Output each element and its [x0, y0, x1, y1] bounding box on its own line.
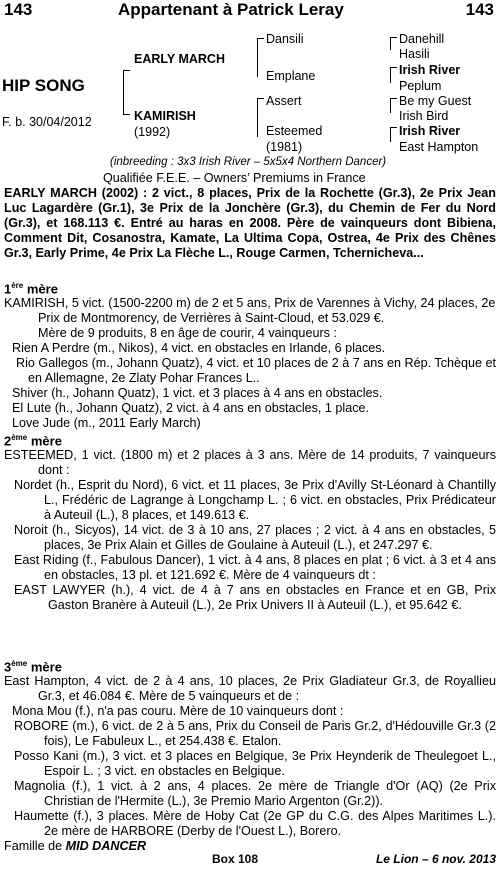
horse-info: F. b. 30/04/2012 [2, 115, 92, 129]
qualification-note: Qualifiée F.E.E. – Owners’ Premiums in France [103, 171, 366, 185]
pedigree-gen3-8: East Hampton [399, 140, 479, 154]
pedigree-sire: EARLY MARCH [134, 52, 225, 66]
first-dam-heading: 1ère mère [4, 281, 58, 297]
inbreeding-note: (inbreeding : 3x3 Irish River – 5x5x4 Northern Dancer) [110, 156, 387, 168]
produce-haumette: Haumette (f.), 3 places. Mère de Hoby Cat (2e GP du C.G. des Alpes Maritimes L.). 2e mère de HARBORE (Derby de l'Ouest L.), Borero. [14, 809, 496, 839]
produce-noroit: Noroit (h., Sicyos), 14 vict. de 3 à 10 ans, 27 places ; 2 vict. à 4 ans en obstacles, 5 places, 3e Prix Alain et Gilles de Goulaine à Auteuil (L.), et 247.297 €. [14, 523, 496, 553]
pedigree-gen3-7: Irish River [399, 124, 461, 138]
pedigree-gen2-4: Esteemed [266, 124, 323, 138]
produce-nordet: Nordet (h., Esprit du Nord), 6 vict. et 11 places, 3e Prix d'Avilly St-Léonard à Chantilly L., Frédéric de Lagrange à Longchamp L. ; 6 vict. en obstacles, Prix Prédicateur à Auteuil (L.), 8 places, et 149.613 €. [14, 478, 496, 523]
pedigree-gen2-1: Dansili [266, 32, 304, 46]
pedigree-gen2-2: Emplane [266, 69, 316, 83]
esteemed-record: ESTEEMED, 1 vict. (1800 m) et 2 places à 3 ans. Mère de 14 produits, 7 vainqueurs dont : [4, 448, 496, 478]
kamirish-record: KAMIRISH, 5 vict. (1500-2200 m) de 2 et 5 ans, Prix de Varennes à Vichy, 24 places, 2e Prix de Montmorency, de Verrières à Saint-Cloud, et 53.029 €. [4, 296, 496, 326]
pedigree-gen2-3: Assert [266, 94, 302, 108]
produce-rien-a-perdre: Rien A Perdre (m., Nikos), 4 vict. en obstacles en Irlande, 6 places. [12, 341, 386, 356]
third-dam-section [4, 656, 496, 854]
first-dam-section [4, 278, 496, 431]
pedigree-gen3-3: Irish River [399, 63, 461, 77]
second-dam-section [4, 430, 496, 613]
pedigree-gen3-2: Hasili [399, 47, 430, 61]
pedigree-gen3-5: Be my Guest [399, 94, 472, 108]
pedigree-gen2-4-year: (1981) [266, 140, 303, 154]
produce-magnolia: Magnolia (f.), 1 vict. à 2 ans, 4 places. 2e mère de Triangle d'Or (AQ) (2e Prix Christian de l'Hermite (L.), 3e Premio Mario Argenton (Gr.2)). [14, 779, 496, 809]
produce-el-lute: El Lute (h., Johann Quatz), 2 vict. à 4 ans en obstacles, 1 place. [12, 401, 370, 416]
footer-sale: Le Lion – 6 nov. 2013 [375, 852, 496, 866]
produce-shiver: Shiver (h., Johann Quatz), 1 vict. et 3 places à 4 ans en obstacles. [12, 386, 383, 401]
third-dam-heading: 3ème mère [4, 659, 62, 675]
pedigree-gen3-1: Danehill [399, 32, 445, 46]
produce-rio-gallegos: Rio Gallegos (m., Johann Quatz), 4 vict. et 10 places de 2 à 7 ans en Rép. Tchèque et en Allemagne, 2e Zlaty Pohar Frances L.. [16, 356, 497, 386]
produce-love-jude: Love Jude (m., 2011 Early March) [12, 416, 201, 431]
page-title: Appartenant à Patrick Leray [118, 0, 344, 19]
pedigree-gen3-4: Peplum [399, 79, 442, 93]
pedigree-dam-year: (1992) [134, 125, 171, 139]
produce-mona-mou: Mona Mou (f.), n'a pas couru. Mère de 10 vainqueurs dont : [12, 704, 344, 719]
family-line: Famille de MID DANCER [4, 839, 147, 854]
horse-name: HIP SONG [2, 76, 85, 95]
pedigree-dam: KAMIRISH [134, 109, 196, 123]
sire-description: EARLY MARCH (2002) : 2 vict., 8 places, Prix de la Rochette (Gr.3), 2e Prix Jean Luc Lagardère (Gr.1), 3e Prix de la Jonchère (Gr.3), du Chemin de Fer du Nord (Gr.3), et 168.113 €. Entré au haras en 2008. Père de vainqueurs dont Bibiena, Comment Dit, Cosanostra, Kamate, La Ultima Copa, Ostrea, 4e Prix des Chênes Gr.3, Early Prime, 4e Prix La Flèche L., Rouge Carmen, Tchernicheva... [4, 186, 496, 260]
produce-east-riding: East Riding (f., Fabulous Dancer), 1 vict. à 4 ans, 8 places en plat ; 6 vict. à 3 et 4 ans en obstacles, 13 pl. et 121.692 €. Mère de 4 vainqueurs dt : [14, 553, 496, 583]
produce-posso-kani: Posso Kani (m.), 3 vict. et 3 places en Belgique, 3e Prix Heynderik de Theulegoet L., Espoir L. ; 3 vict. en obstacles en Belgique. [14, 749, 496, 779]
footer-box: Box 108 [212, 852, 259, 866]
east-hampton-record: East Hampton, 4 vict. de 2 à 4 ans, 10 places, 2e Prix Gladiateur Gr.3, de Royallieu Gr.3, et 46.084 €. Mère de 5 vainqueurs et de : [4, 674, 496, 704]
second-dam-heading: 2ème mère [4, 433, 62, 449]
pedigree-gen3-6: Irish Bird [399, 109, 449, 123]
kamirish-produce-summary: Mère de 9 produits, 8 en âge de courir, 4 vainqueurs : [38, 326, 337, 341]
page-number-right: 143 [465, 0, 494, 19]
page-number-left: 143 [4, 0, 33, 19]
produce-east-lawyer: EAST LAWYER (h.), 4 vict. de 4 à 7 ans en obstacles en France et en GB, Prix Gaston Branère à Auteuil (L.), 2e Prix Univers II à Auteuil (L.), et 95.642 €. [14, 583, 496, 613]
produce-robore: ROBORE (m.), 6 vict. de 2 à 5 ans, Prix du Conseil de Paris Gr.2, d'Hédouville Gr.3 (2 fois), Le Fabuleux L., et 254.438 €. Etalon. [14, 719, 496, 749]
